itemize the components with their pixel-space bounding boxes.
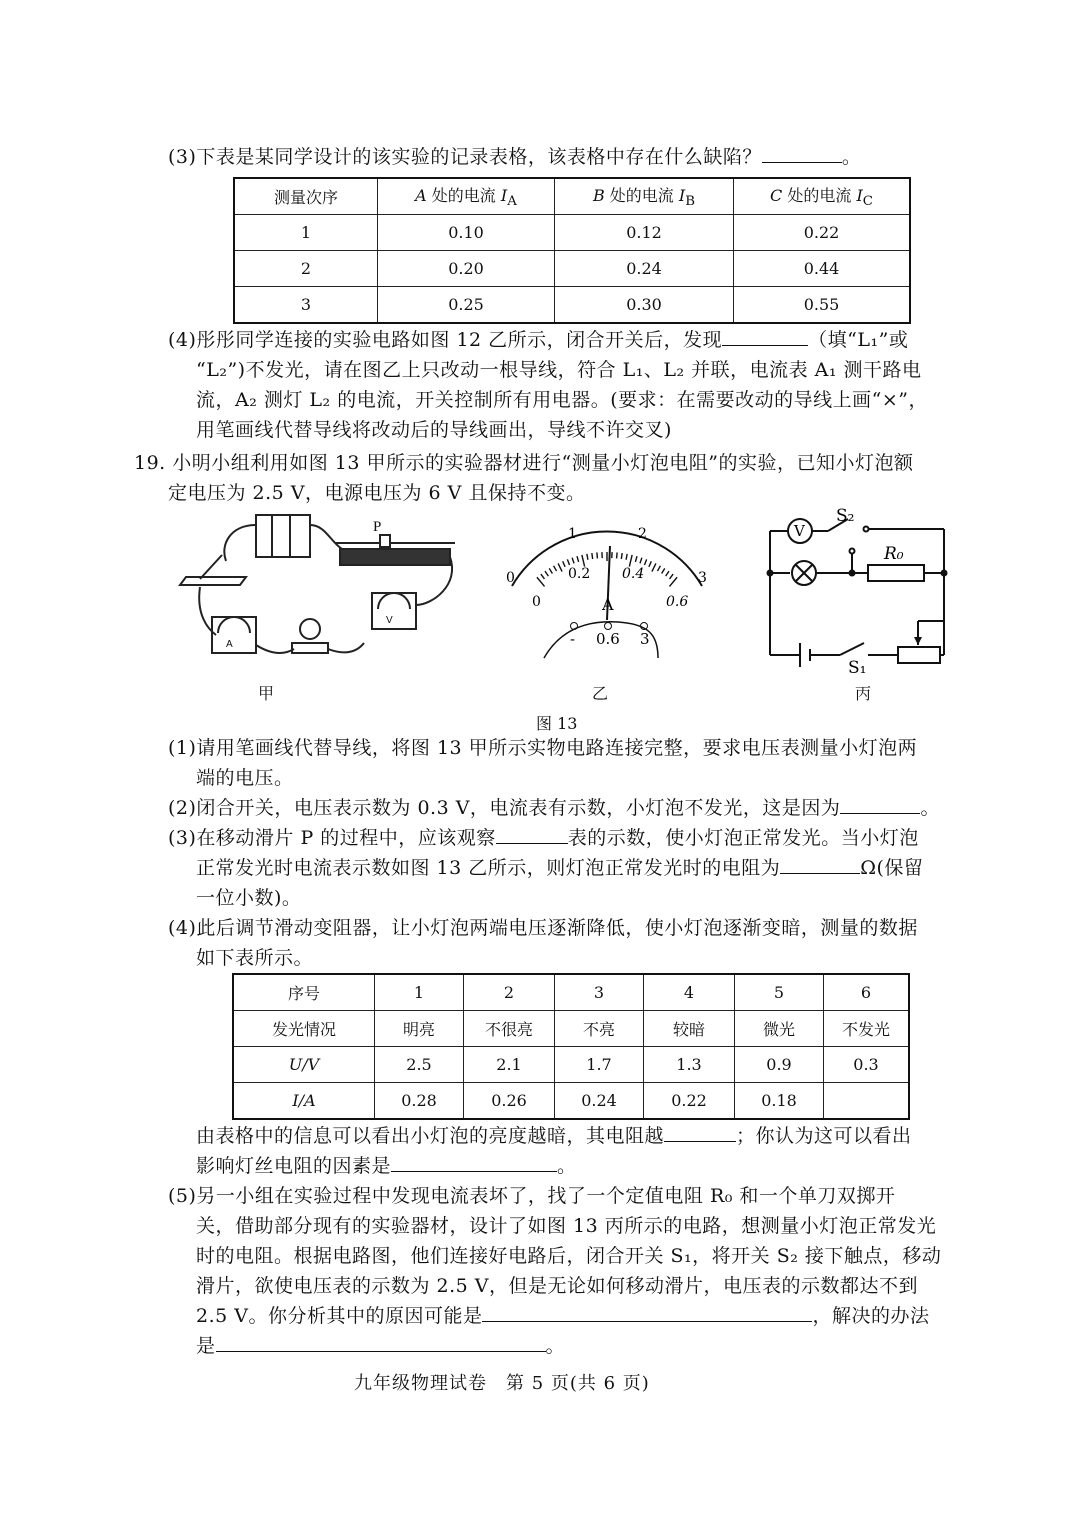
table-cell: I/A: [233, 1083, 375, 1120]
table-row: [234, 287, 910, 324]
table-cell: 2: [234, 251, 378, 287]
table-cell: 0.3: [824, 1047, 910, 1083]
dial-tick: [617, 552, 618, 558]
q18-part4-line2: “L₂”)不发光，请在图乙上只改动一根导线，符合 L₁、L₂ 并联，电流表 A₁ 测干路电: [196, 359, 922, 381]
table-cell: 1: [375, 974, 464, 1011]
terminal-minus: -: [570, 630, 576, 648]
table-cell: 不亮: [555, 1011, 644, 1047]
switch-s1-icon: [840, 643, 864, 655]
dial-tick: [558, 563, 562, 571]
table-cell: 0.12: [555, 215, 734, 251]
table-header: B 处的电流 $I_B$: [555, 178, 734, 215]
table-header: A 处的电流 $I_A$: [378, 178, 555, 215]
terminal-0.6: 0.6: [596, 630, 620, 648]
fig-label-jia: 甲: [258, 684, 275, 703]
figure-13-bing-circuit-diagram: [760, 505, 960, 675]
q19-intro-line2: 定电压为 2.5 V，电源电压为 6 V 且保持不变。: [168, 482, 586, 504]
s1-label: S₁: [848, 658, 867, 675]
q19-part2: (2)闭合开关，电压表示数为 0.3 V，电流表有示数，小灯泡不发光，这是因为 。: [168, 793, 940, 823]
battery-icon: [256, 515, 310, 557]
q19-part5-line3: 时的电阻。根据电路图，他们连接好电路后，闭合开关 S₁，将开关 S₂ 接下触点，移动: [196, 1245, 942, 1267]
table-row: [233, 1083, 909, 1120]
current-record-table: [233, 177, 911, 324]
table-cell: 0.24: [555, 1083, 644, 1120]
dial-tick: [657, 566, 660, 571]
q19-part1-line2: 端的电压。: [196, 767, 294, 789]
dial-tick: [640, 558, 642, 564]
table-cell: [824, 1083, 910, 1120]
table-cell: 6: [824, 974, 910, 1011]
dial-tick: [666, 571, 669, 576]
rheostat-p-label: P: [373, 519, 382, 535]
figure-13-yi-ammeter-dial: [498, 510, 718, 670]
dial-tick: [554, 566, 557, 571]
dial-top-0: 0: [506, 570, 515, 586]
table-cell: 0.26: [464, 1083, 555, 1120]
answer-blank[interactable]: [762, 142, 842, 163]
dial-tick: [577, 556, 579, 562]
dial-bottom-0.4: 0.4: [622, 566, 645, 582]
answer-blank[interactable]: [840, 793, 920, 814]
table-cell: 序号: [233, 974, 375, 1011]
table-cell: 0.18: [735, 1083, 824, 1120]
dial-top-1: 1: [568, 526, 577, 542]
table-cell: 0.44: [734, 251, 911, 287]
q19-intro-line1: 19. 小明小组利用如图 13 甲所示的实验器材进行“测量小灯泡电阻”的实验，已知小灯泡额: [134, 452, 914, 474]
q19-part3-line3: 一位小数)。: [196, 887, 302, 909]
table-row: [233, 1047, 909, 1083]
table-row: [234, 251, 910, 287]
figure-13-jia-apparatus: [160, 505, 460, 675]
table-cell: 不很亮: [464, 1011, 555, 1047]
page-footer: 九年级物理试卷 第 5 页(共 6 页): [354, 1373, 650, 1394]
switch-icon: [180, 577, 246, 585]
r0-label: R₀: [884, 544, 904, 564]
rheostat-icon: [340, 549, 450, 565]
q19-part3-line2: 正常发光时电流表示数如图 13 乙所示，则灯泡正常发光时的电阻为 Ω(保留: [196, 853, 923, 883]
table-cell: 2.1: [464, 1047, 555, 1083]
table-cell: 0.25: [378, 287, 555, 324]
dial-bottom-0: 0: [532, 594, 541, 610]
terminal-3: 3: [640, 630, 650, 648]
dial-tick: [572, 558, 574, 564]
q18-part3-text: (3)下表是某同学设计的该实验的记录表格，该表格中存在什么缺陷？ 。: [168, 142, 861, 172]
table-cell: 0.22: [644, 1083, 735, 1120]
q19-part5-line1: (5)另一小组在实验过程中发现电流表坏了，找了一个定值电阻 R₀ 和一个单刀双掷开: [168, 1185, 896, 1207]
table-cell: 1.3: [644, 1047, 735, 1083]
table-cell: 1.7: [555, 1047, 644, 1083]
table-cell: 0.30: [555, 287, 734, 324]
dial-top-2: 2: [638, 526, 647, 542]
q19-part4-line3: 由表格中的信息可以看出小灯泡的亮度越暗，其电阻越 ；你认为这可以看出: [196, 1121, 912, 1151]
table-cell: 0.10: [378, 215, 555, 251]
table-cell: 0.55: [734, 287, 911, 324]
table-cell: 较暗: [644, 1011, 735, 1047]
table-cell: 5: [735, 974, 824, 1011]
q18-part4-line1: (4)彤彤同学连接的实验电路如图 12 乙所示，闭合开关后，发现 （填“L₁”或: [168, 325, 908, 355]
table-cell: 0.28: [375, 1083, 464, 1120]
q19-part5-line4: 滑片，欲使电压表的示数为 2.5 V，但是无论如何移动滑片，电压表的示数都达不到: [196, 1275, 919, 1297]
dial-top-3: 3: [698, 570, 707, 586]
answer-blank[interactable]: [722, 325, 808, 346]
dial-tick: [563, 561, 565, 566]
q18-part4-line4: 用笔画线代替导线将改动后的导线画出，导线不许交叉): [196, 419, 672, 441]
figure-caption: 图 13: [536, 714, 578, 733]
answer-blank[interactable]: [391, 1151, 557, 1172]
q19-part3-line1: (3)在移动滑片 P 的过程中，应该观察 表的示数，使小灯泡正常发光。当小灯泡: [168, 823, 919, 853]
dial-tick: [652, 563, 656, 571]
dial-tick: [670, 574, 674, 579]
dial-tick: [587, 554, 588, 560]
dial-bottom-0.2: 0.2: [568, 566, 591, 582]
table-row: [233, 1011, 909, 1047]
answer-blank[interactable]: [664, 1121, 736, 1142]
table-row: [234, 215, 910, 251]
q18-part4-line3: 流，A₂ 测灯 L₂ 的电流，开关控制所有用电器。(要求：在需要改动的导线上画“×”，: [196, 389, 928, 411]
dial-tick: [626, 554, 627, 560]
table-cell: 4: [644, 974, 735, 1011]
fig-label-bing: 丙: [855, 684, 872, 703]
table-header: 测量次序: [234, 178, 378, 215]
dial-tick: [621, 553, 622, 559]
svg-text:A: A: [226, 639, 233, 650]
table-cell: 1: [234, 215, 378, 251]
q19-part4-line2: 如下表所示。: [196, 947, 314, 969]
dial-tick: [541, 574, 545, 579]
table-cell: 发光情况: [233, 1011, 375, 1047]
dial-tick: [629, 555, 632, 567]
table-cell: 0.24: [555, 251, 734, 287]
dial-bottom-0.6: 0.6: [666, 594, 689, 610]
table-cell: 2: [464, 974, 555, 1011]
bulb-icon: [300, 619, 320, 639]
dial-tick: [662, 568, 665, 573]
table-cell: 不发光: [824, 1011, 910, 1047]
dial-tick: [597, 552, 598, 558]
dial-tick: [549, 568, 552, 573]
dial-tick: [669, 577, 677, 586]
svg-text:V: V: [386, 615, 393, 626]
table-header: C 处的电流 $I_C$: [734, 178, 911, 215]
answer-blank[interactable]: [780, 853, 860, 874]
dial-tick: [582, 555, 585, 567]
q19-part5-line2: 关，借助部分现有的实验器材，设计了如图 13 丙所示的电路，想测量小灯泡正常发光: [196, 1215, 937, 1237]
q19-part5-line5: 2.5 V。你分析其中的原因可能是 ，解决的办法: [196, 1301, 930, 1331]
dial-unit: A: [602, 595, 614, 614]
table-cell: 3: [234, 287, 378, 324]
dial-tick: [545, 571, 548, 576]
fig-label-yi: 乙: [592, 684, 609, 703]
table-cell: 2.5: [375, 1047, 464, 1083]
voltmeter-label: V: [794, 522, 805, 540]
dial-tick: [537, 577, 545, 586]
dial-tick: [644, 559, 646, 565]
q19-part4-line4: 影响灯丝电阻的因素是 。: [196, 1151, 577, 1181]
dial-tick: [635, 556, 637, 562]
dial-tick: [592, 553, 593, 559]
dial-tick: [567, 559, 569, 565]
ammeter-icon: [212, 617, 256, 653]
table-cell: 0.22: [734, 215, 911, 251]
table-row: [233, 974, 909, 1011]
table-cell: U/V: [233, 1047, 375, 1083]
table-cell: 3: [555, 974, 644, 1011]
lamp-data-table: [232, 973, 910, 1120]
table-cell: 0.9: [735, 1047, 824, 1083]
q19-part1-line1: (1)请用笔画线代替导线，将图 13 甲所示实物电路连接完整，要求电压表测量小灯泡两: [168, 737, 918, 759]
q19-part5-line6: 是 。: [196, 1331, 565, 1361]
q19-part4-line1: (4)此后调节滑动变阻器，让小灯泡两端电压逐渐降低，使小灯泡逐渐变暗，测量的数据: [168, 917, 918, 939]
table-cell: 明亮: [375, 1011, 464, 1047]
voltmeter-icon: [372, 593, 416, 629]
table-cell: 0.20: [378, 251, 555, 287]
answer-blank[interactable]: [482, 1301, 812, 1322]
answer-blank[interactable]: [216, 1331, 546, 1352]
answer-blank[interactable]: [496, 823, 568, 844]
s2-label: S₂: [836, 506, 855, 526]
dial-tick: [649, 561, 651, 566]
table-cell: 微光: [735, 1011, 824, 1047]
